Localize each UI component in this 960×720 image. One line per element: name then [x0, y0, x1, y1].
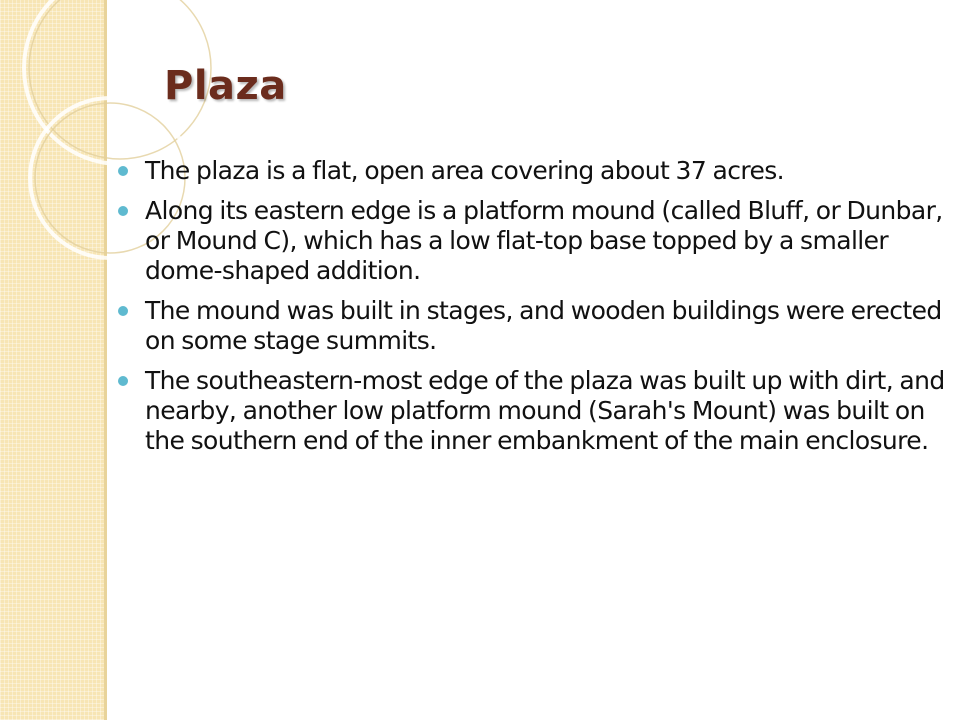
bullet-item — [118, 366, 954, 456]
bullet-item — [118, 156, 954, 186]
bullet-item — [118, 196, 954, 286]
decorative-side-band — [0, 0, 104, 720]
slide-title: Plaza — [164, 63, 287, 109]
bullet-text: Along its eastern edge is a platform mound (called Bluff, or Dunbar, or Mound C), which has a low flat-top base topped by a smaller dome-shaped addition. — [145, 196, 943, 285]
bullet-dot-icon — [118, 306, 128, 316]
bullet-text: The plaza is a flat, open area covering about 37 acres. — [145, 156, 785, 185]
bullet-dot-icon — [118, 206, 128, 216]
bullet-text: The southeastern-most edge of the plaza was built up with dirt, and nearby, another low platform mound (Sarah's Mount) was built on the southern end of the inner embankment of the main enclosure. — [145, 366, 945, 455]
bullet-text: The mound was built in stages, and wooden buildings were erected on some stage summits. — [145, 296, 942, 355]
bullet-dot-icon — [118, 376, 128, 386]
side-band-edge — [104, 0, 107, 720]
bullet-list — [118, 156, 954, 466]
bullet-dot-icon — [118, 166, 128, 176]
bullet-item — [118, 296, 954, 356]
